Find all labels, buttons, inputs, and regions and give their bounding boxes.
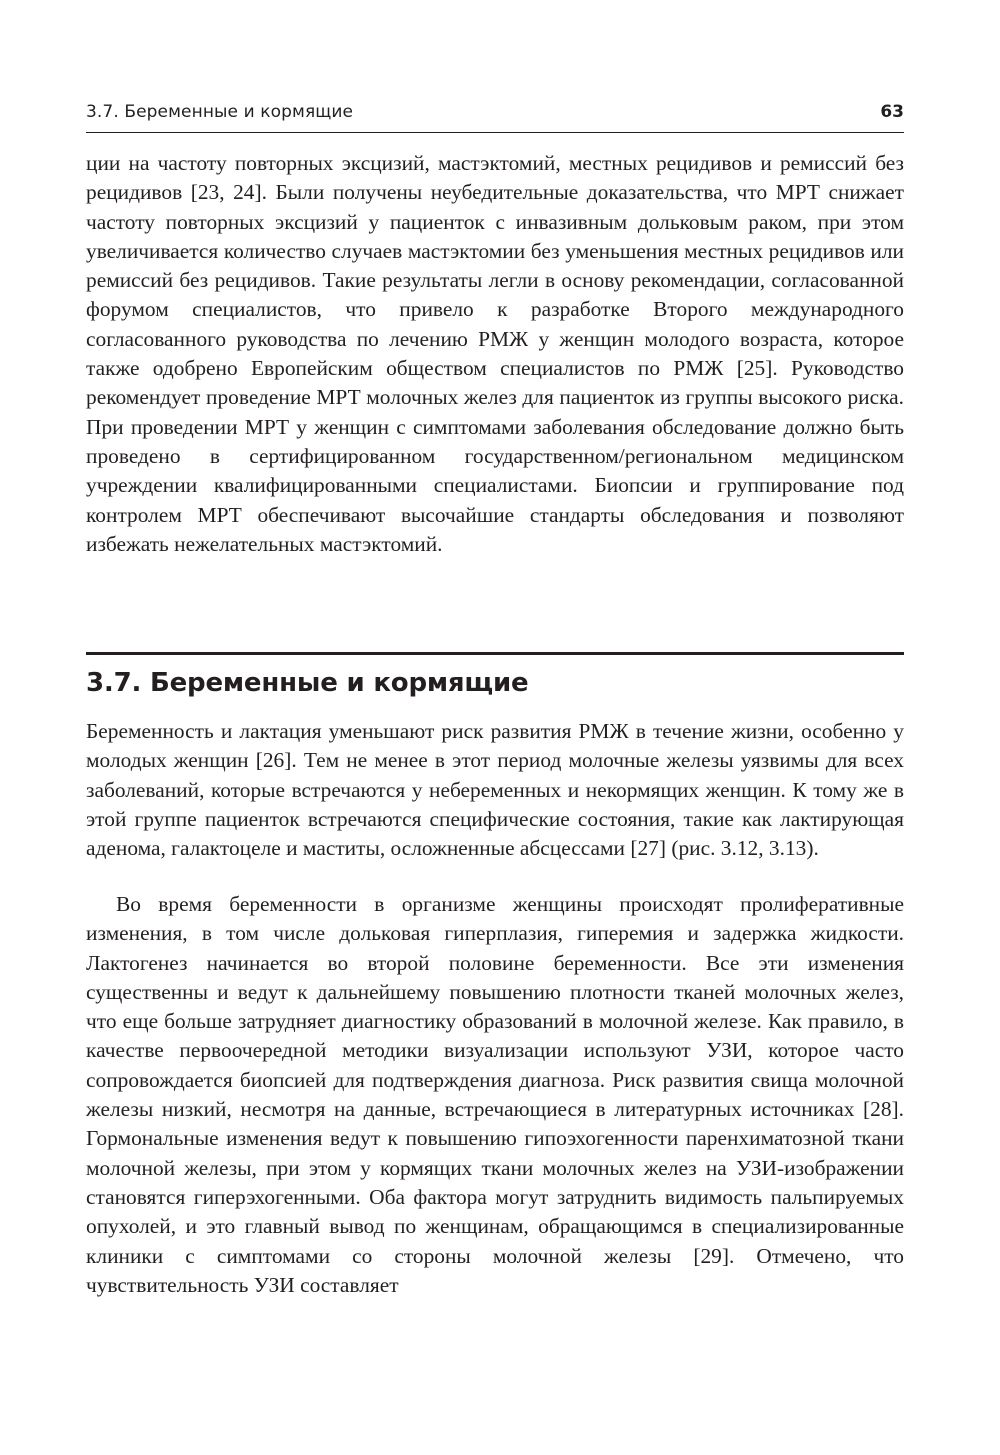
section-heading: 3.7. Беременные и кормящие xyxy=(86,668,529,698)
running-head-title: 3.7. Беременные и кормящие xyxy=(86,102,354,122)
continued-paragraph: ции на частоту повторных эксцизий, мастэктомий, местных рецидивов и ремиссий без рецидивов [23, 24]. Были получены неубедительные доказательства, что МРТ снижает частоту повторных эксцизий у пациенток с инвазивным дольковым раком, при этом увеличивается количество случаев мастэктомии без уменьшения местных рецидивов или ремиссий без рецидивов. Такие результаты легли в основу рекомендации, согласованной форумом специалистов, что привело к разработке Второго международного согласованного руководства по лечению РМЖ у женщин молодого возраста, которое также одобрено Европейским обществом специалистов по РМЖ [25]. Руководство рекомендует проведение МРТ молочных желез для пациенток из группы высокого риска. При проведении МРТ у женщин с симптомами заболевания обследование должно быть проведено в сертифицированном государственном/региональном медицинском учреждении квалифицированными специалистами. Биопсии и группирование под контролем МРТ обеспечивают высочайшие стандарты обследования и позволяют избежать нежелательных мастэктомий. xyxy=(86,151,904,556)
section-divider xyxy=(86,652,904,655)
section-paragraph-1: Беременность и лактация уменьшают риск развития РМЖ в течение жизни, особенно у молодых женщин [26]. Тем не менее в этот период молочные железы уязвимы для всех заболеваний, которые встречаются у небеременных и некормящих женщин. К тому же в этой группе пациенток встречаются специфические состояния, такие как лактирующая аденома, галактоцеле и маститы, осложненные абсцессами [27] (рис. 3.12, 3.13). xyxy=(86,719,904,861)
running-head xyxy=(86,98,904,133)
section-paragraph-2: Во время беременности в организме женщины происходят пролиферативные изменения, в том числе дольковая гиперплазия, гиперемия и задержка жидкости. Лактогенез начинается во второй половине беременности. Все эти изменения существенны и ведут к дальнейшему повышению плотности тканей молочных желез, что еще больше затрудняет диагностику образований в молочной железе. Как правило, в качестве первоочередной методики визуализации используют УЗИ, которое часто сопровождается биопсией для подтверждения диагноза. Риск развития свища молочной железы низкий, несмотря на данные, встречающиеся в литературных источниках [28]. Гормональные изменения ведут к повышению гипоэхогенности паренхиматозной ткани молочной железы, при этом у кормящих ткани молочных желез на УЗИ-изображении становятся гиперэхогенными. Оба фактора могут затруднить видимость пальпируемых опухолей, и это главный вывод по женщинам, обращающимся в специализированные клиники с симптомами со стороны молочной железы [29]. Отмечено, что чувствительность УЗИ составляет xyxy=(86,892,904,1297)
page-number: 63 xyxy=(880,102,904,122)
